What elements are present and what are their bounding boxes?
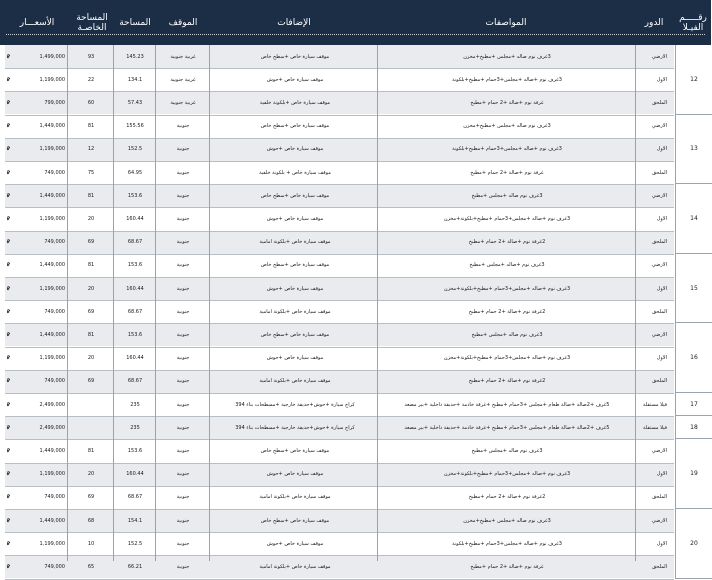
additions-cell: موقف سيارة خاص +حوش xyxy=(266,146,324,153)
location-cell: جنوبية xyxy=(176,215,190,222)
column-divider xyxy=(67,45,68,561)
specs-cell: 3غرف نوم +صاله +مجلس+3حمام +مطبخ+بلكونة+مخزن xyxy=(443,285,571,292)
area-cell: 64.95 xyxy=(127,169,143,176)
private-area-cell: 69 xyxy=(87,308,95,315)
area-cell: 154.1 xyxy=(127,517,143,524)
row-divider xyxy=(5,300,674,301)
row-divider xyxy=(5,184,674,185)
floor-cell: الملحق xyxy=(652,308,667,315)
private-area-cell: 69 xyxy=(87,239,95,246)
private-area-cell: 81 xyxy=(87,192,95,199)
floor-cell: الاول xyxy=(656,471,667,478)
floor-cell: الاول xyxy=(656,355,667,362)
private-area-cell: 81 xyxy=(87,331,95,338)
price-cell: 1,199,000 xyxy=(39,540,65,547)
floor-cell: الاول xyxy=(656,540,667,547)
location-cell: جنوبية xyxy=(176,424,190,431)
row-divider xyxy=(5,579,674,580)
table-row xyxy=(5,45,674,68)
additions-cell: موقف سيارة خاص +بلكونة امامية xyxy=(259,378,331,385)
private-area-cell: 20 xyxy=(87,215,95,222)
private-area-cell: 20 xyxy=(87,355,95,362)
specs-cell: 3غرف نوم +صاله +مجلس+3حمام +مطبخ+بلكونة+مخزن xyxy=(443,471,571,478)
private-area-cell: 69 xyxy=(87,494,95,501)
price-cell: 1,199,000 xyxy=(39,215,65,222)
table-row xyxy=(5,115,674,138)
table-row xyxy=(5,393,674,416)
location-cell: جنوبية xyxy=(176,146,190,153)
price-cell: 1,449,000 xyxy=(39,447,65,454)
riyal-symbol-icon: ⃁ xyxy=(7,99,10,106)
price-cell: 749,000 xyxy=(44,494,65,501)
column-divider xyxy=(635,45,636,561)
specs-cell: غرفة نوم +صالة +2 حمام +مطبخ xyxy=(470,169,544,176)
floor-cell: فيلا مستقلة xyxy=(643,401,667,408)
table-row xyxy=(5,161,674,184)
area-cell: 145.23 xyxy=(126,53,144,60)
location-cell: جنوبية xyxy=(176,401,190,408)
header-area: المساحة xyxy=(119,17,151,28)
specs-cell: غرفة نوم +صالة +2 حمام +مطبخ xyxy=(470,563,544,570)
villa-number: 19 xyxy=(675,439,712,509)
table-row xyxy=(5,68,674,91)
price-cell: 1,449,000 xyxy=(39,331,65,338)
row-divider xyxy=(5,254,674,255)
private-area-cell: 60 xyxy=(87,99,95,106)
additions-cell: موقف سيارة خاص +حوش xyxy=(266,215,324,222)
riyal-symbol-icon: ⃁ xyxy=(7,378,10,385)
specs-cell: غرفة نوم +صالة +2 حمام +مطبخ xyxy=(470,99,544,106)
additions-cell: موقف سيارة خاص +بلكونة امامية xyxy=(259,308,331,315)
villa-number: 17 xyxy=(675,393,712,416)
row-divider xyxy=(5,509,674,510)
table-row xyxy=(5,207,674,230)
row-divider xyxy=(5,207,674,208)
floor-cell: الارضي xyxy=(651,447,667,454)
area-cell: 152.5 xyxy=(127,146,143,153)
additions-cell: موقف سيارة خاص +سطح خاص xyxy=(260,123,330,130)
private-area-cell: 20 xyxy=(87,285,95,292)
price-cell: 1,499,000 xyxy=(39,53,65,60)
header-specs: المواصفات xyxy=(485,17,527,28)
location-cell: جنوبية xyxy=(176,563,190,570)
table-row xyxy=(5,555,674,578)
location-cell: جنوبية xyxy=(176,471,190,478)
specs-cell: 3غرف نوم صاله +مجلس +مطبخ xyxy=(471,331,543,338)
table-row xyxy=(5,254,674,277)
area-cell: 160.44 xyxy=(126,471,144,478)
private-area-cell: 20 xyxy=(87,471,95,478)
table-row xyxy=(5,347,674,370)
riyal-symbol-icon: ⃁ xyxy=(7,285,10,292)
area-cell: 160.44 xyxy=(126,215,144,222)
table-row xyxy=(5,463,674,486)
floor-cell: الارضي xyxy=(651,517,667,524)
riyal-symbol-icon: ⃁ xyxy=(7,517,10,524)
table-row xyxy=(5,439,674,462)
specs-cell: 3غرف نوم صاله +مجلس +مطبخ+مخزن xyxy=(463,123,551,130)
table-row xyxy=(5,91,674,114)
column-divider xyxy=(209,45,210,561)
column-divider xyxy=(155,45,156,561)
floor-cell: الاول xyxy=(656,76,667,83)
additions-cell: موقف سيارة خاص +سطح خاص xyxy=(260,53,330,60)
area-cell: 68.67 xyxy=(127,239,143,246)
private-area-cell: 22 xyxy=(87,76,95,83)
riyal-symbol-icon: ⃁ xyxy=(7,447,10,454)
column-divider xyxy=(377,45,378,561)
riyal-symbol-icon: ⃁ xyxy=(7,123,10,130)
additions-cell: موقف سيارة خاص +بلكونة خلفية xyxy=(259,99,331,106)
area-cell: 235 xyxy=(130,401,140,408)
header-dotted-rule xyxy=(6,34,705,35)
price-cell: 799,000 xyxy=(44,99,65,106)
private-area-cell: 10 xyxy=(87,540,95,547)
riyal-symbol-icon: ⃁ xyxy=(7,424,10,431)
price-cell: 749,000 xyxy=(44,239,65,246)
table-row xyxy=(5,277,674,300)
additions-cell: موقف سيارة خاص +سطح خاص xyxy=(260,517,330,524)
specs-cell: 2غرفة نوم +صالة +2 حمام +مطبخ xyxy=(468,378,546,385)
location-cell: جنوبية xyxy=(176,378,190,385)
floor-cell: الملحق xyxy=(652,563,667,570)
area-cell: 152.5 xyxy=(127,540,143,547)
riyal-symbol-icon: ⃁ xyxy=(7,563,10,570)
floor-cell: الملحق xyxy=(652,239,667,246)
area-cell: 155.56 xyxy=(126,123,144,130)
price-cell: 1,199,000 xyxy=(39,76,65,83)
price-cell: 1,449,000 xyxy=(39,517,65,524)
price-cell: 749,000 xyxy=(44,169,65,176)
header-villa: رقـــــم الفيـلا xyxy=(679,12,707,33)
private-area-cell: 65 xyxy=(87,563,95,570)
specs-cell: 3غرف نوم +صاله +مجلس+3حمام +مطبخ+بلكونة xyxy=(452,540,562,547)
floor-cell: الملحق xyxy=(652,99,667,106)
row-divider xyxy=(5,277,674,278)
additions-cell: موقف سيارة خاص +حوش xyxy=(266,355,324,362)
price-cell: 1,199,000 xyxy=(39,355,65,362)
specs-cell: 3غرف نوم صاله +مجلس +مطبخ xyxy=(471,447,543,454)
location-cell: جنوبية xyxy=(176,308,190,315)
area-cell: 66.21 xyxy=(127,563,143,570)
additions-cell: موقف سيارة خاص +بلكونة امامية xyxy=(259,494,331,501)
location-cell: جنوبية xyxy=(176,239,190,246)
riyal-symbol-icon: ⃁ xyxy=(7,215,10,222)
riyal-symbol-icon: ⃁ xyxy=(7,494,10,501)
specs-cell: 2غرفة نوم +صالة +2 حمام +مطبخ xyxy=(468,494,546,501)
floor-cell: الاول xyxy=(656,215,667,222)
villa-number: 16 xyxy=(675,323,712,393)
row-divider xyxy=(5,231,674,232)
price-cell: 1,449,000 xyxy=(39,192,65,199)
riyal-symbol-icon: ⃁ xyxy=(7,76,10,83)
riyal-symbol-icon: ⃁ xyxy=(7,471,10,478)
specs-cell: 3غرف نوم +صاله +مجلس+3حمام +مطبخ+بلكونة+مخزن xyxy=(443,215,571,222)
floor-cell: الارضي xyxy=(651,123,667,130)
row-divider xyxy=(5,486,674,487)
location-cell: جنوبية xyxy=(176,331,190,338)
table-row xyxy=(5,416,674,439)
price-cell: 1,199,000 xyxy=(39,285,65,292)
row-divider xyxy=(5,91,674,92)
private-area-cell: 81 xyxy=(87,123,95,130)
price-cell: 1,199,000 xyxy=(39,471,65,478)
private-area-cell: 12 xyxy=(87,146,95,153)
riyal-symbol-icon: ⃁ xyxy=(7,192,10,199)
table-row xyxy=(5,184,674,207)
price-cell: 749,000 xyxy=(44,563,65,570)
riyal-symbol-icon: ⃁ xyxy=(7,355,10,362)
area-cell: 153.6 xyxy=(127,331,143,338)
row-divider xyxy=(5,532,674,533)
location-cell: جنوبية xyxy=(176,123,190,130)
location-cell: جنوبية xyxy=(176,494,190,501)
additions-cell: موقف سيارة خاص +بلكونة امامية xyxy=(259,563,331,570)
riyal-symbol-icon: ⃁ xyxy=(7,169,10,176)
header-private-area: المساحة الخاصـة xyxy=(76,12,108,33)
specs-cell: 5غرف +2صالة +صالة طعام +مجلس +3حمام +مطبخ +غرفة خادمة +حديقة داخلية +بير مصعد xyxy=(404,401,610,408)
specs-cell: 2غرفة نوم +صالة +2 حمام +مطبخ xyxy=(468,239,546,246)
price-cell: 2,499,000 xyxy=(39,424,65,431)
additions-cell: كراج سيارة +حوش+حديقة خارجية +مسطحات بناء 394 xyxy=(235,424,355,431)
table-row xyxy=(5,323,674,346)
location-cell: غربية جنوبية xyxy=(170,53,196,60)
floor-cell: الارضي xyxy=(651,331,667,338)
row-divider xyxy=(5,463,674,464)
row-divider xyxy=(5,138,674,139)
private-area-cell: 81 xyxy=(87,447,95,454)
additions-cell: موقف سيارة خاص +سطح خاص xyxy=(260,192,330,199)
private-area-cell: 68 xyxy=(87,517,95,524)
specs-cell: 3غرف نوم صاله +مجلس +مطبخ+مخزن xyxy=(463,53,551,60)
private-area-cell: 93 xyxy=(87,53,95,60)
villa-number: 20 xyxy=(675,509,712,579)
row-divider xyxy=(5,370,674,371)
villa-number: 14 xyxy=(675,184,712,254)
table-row xyxy=(5,138,674,161)
area-cell: 57.43 xyxy=(127,99,143,106)
riyal-symbol-icon: ⃁ xyxy=(7,401,10,408)
floor-cell: الاول xyxy=(656,146,667,153)
villa-number: 12 xyxy=(675,45,712,115)
villa-number: 13 xyxy=(675,115,712,185)
riyal-symbol-icon: ⃁ xyxy=(7,331,10,338)
location-cell: جنوبية xyxy=(176,169,190,176)
additions-cell: موقف سيارة خاص +حوش xyxy=(266,471,324,478)
price-cell: 749,000 xyxy=(44,308,65,315)
row-divider xyxy=(5,68,674,69)
additions-cell: موقف سيارة خاص +سطح خاص xyxy=(260,331,330,338)
location-cell: جنوبية xyxy=(176,517,190,524)
area-cell: 153.6 xyxy=(127,192,143,199)
riyal-symbol-icon: ⃁ xyxy=(7,53,10,60)
header-additions: الإضافات xyxy=(277,17,311,28)
additions-cell: موقف سيارة خاص +سطح خاص xyxy=(260,447,330,454)
villa-number: 18 xyxy=(675,416,712,439)
private-area-cell: 81 xyxy=(87,262,95,269)
header-location: الموقف xyxy=(168,17,198,28)
specs-cell: 3غرف نوم صاله +مجلس +مطبخ xyxy=(471,192,543,199)
table-row xyxy=(5,370,674,393)
additions-cell: موقف سيارة خاص +حوش xyxy=(266,285,324,292)
table-row xyxy=(5,486,674,509)
area-cell: 134.1 xyxy=(127,76,143,83)
specs-cell: 3غرف نوم +صاله +مجلس+3حمام +مطبخ+بلكونة+مخزن xyxy=(443,355,571,362)
location-cell: جنوبية xyxy=(176,540,190,547)
location-cell: غربية جنوبية xyxy=(170,76,196,83)
row-divider xyxy=(5,555,674,556)
area-cell: 68.67 xyxy=(127,494,143,501)
specs-cell: 5غرف +2صالة +صالة طعام +مجلس +3حمام +مطبخ +غرفة خادمة +حديقة داخلية +بير مصعد xyxy=(404,424,610,431)
riyal-symbol-icon: ⃁ xyxy=(7,262,10,269)
additions-cell: كراج سيارة +حوش+حديقة خارجية +مسطحات بناء 394 xyxy=(235,401,355,408)
header-floor: الدور xyxy=(644,17,664,28)
additions-cell: موقف سيارة خاص +حوش xyxy=(266,76,324,83)
specs-cell: 3غرف نوم +صاله +مجلس+3حمام +مطبخ+بلكونة xyxy=(452,76,562,83)
riyal-symbol-icon: ⃁ xyxy=(7,540,10,547)
price-cell: 749,000 xyxy=(44,378,65,385)
row-divider xyxy=(5,416,674,417)
price-cell: 1,449,000 xyxy=(39,123,65,130)
row-divider xyxy=(5,161,674,162)
table-row xyxy=(5,532,674,555)
floor-cell: الملحق xyxy=(652,378,667,385)
floor-cell: الارضي xyxy=(651,192,667,199)
table-row xyxy=(5,231,674,254)
row-divider xyxy=(5,393,674,394)
private-area-cell: 69 xyxy=(87,378,95,385)
riyal-symbol-icon: ⃁ xyxy=(7,146,10,153)
area-cell: 68.67 xyxy=(127,308,143,315)
area-cell: 153.6 xyxy=(127,447,143,454)
location-cell: جنوبية xyxy=(176,192,190,199)
row-divider xyxy=(5,439,674,440)
table-header xyxy=(0,0,711,45)
specs-cell: 3غرف نوم +صاله +مجلس+3حمام +مطبخ+بلكونة xyxy=(452,146,562,153)
private-area-cell: 75 xyxy=(87,169,95,176)
specs-cell: 3غرف نوم صاله +مجلس +مطبخ+مخزن xyxy=(463,517,551,524)
row-divider xyxy=(5,115,674,116)
additions-cell: موقف سيارة خاص +حوش xyxy=(266,540,324,547)
area-cell: 235 xyxy=(130,424,140,431)
area-cell: 153.6 xyxy=(127,262,143,269)
price-cell: 1,199,000 xyxy=(39,146,65,153)
location-cell: غربية جنوبية xyxy=(170,99,196,106)
villa-number: 15 xyxy=(675,254,712,324)
riyal-symbol-icon: ⃁ xyxy=(7,308,10,315)
table-row xyxy=(5,509,674,532)
floor-cell: فيلا مستقلة xyxy=(643,424,667,431)
price-cell: 2,499,000 xyxy=(39,401,65,408)
column-divider xyxy=(113,45,114,561)
specs-cell: 2غرفة نوم +صالة +2 حمام +مطبخ xyxy=(468,308,546,315)
floor-cell: الملحق xyxy=(652,169,667,176)
location-cell: جنوبية xyxy=(176,262,190,269)
floor-cell: الارضي xyxy=(651,53,667,60)
area-cell: 68.67 xyxy=(127,378,143,385)
header-price: الأسعـــار xyxy=(19,17,55,28)
location-cell: جنوبية xyxy=(176,447,190,454)
floor-cell: الاول xyxy=(656,285,667,292)
area-cell: 160.44 xyxy=(126,355,144,362)
table-row xyxy=(5,300,674,323)
additions-cell: موقف سيارة خاص + بلكونة خلفية xyxy=(259,169,331,176)
price-cell: 1,449,000 xyxy=(39,262,65,269)
private-area-cell xyxy=(71,416,111,439)
private-area-cell xyxy=(71,393,111,416)
location-cell: جنوبية xyxy=(176,355,190,362)
riyal-symbol-icon: ⃁ xyxy=(7,239,10,246)
area-cell: 160.44 xyxy=(126,285,144,292)
floor-cell: الارضي xyxy=(651,262,667,269)
row-divider xyxy=(5,347,674,348)
row-divider xyxy=(5,323,674,324)
floor-cell: الملحق xyxy=(652,494,667,501)
additions-cell: موقف سيارة خاص +بلكونة امامية xyxy=(259,239,331,246)
additions-cell: موقف سيارة خاص +سطح خاص xyxy=(260,262,330,269)
specs-cell: 3غرف نوم +صاله +مجلس +مطبخ xyxy=(469,262,545,269)
location-cell: جنوبية xyxy=(176,285,190,292)
